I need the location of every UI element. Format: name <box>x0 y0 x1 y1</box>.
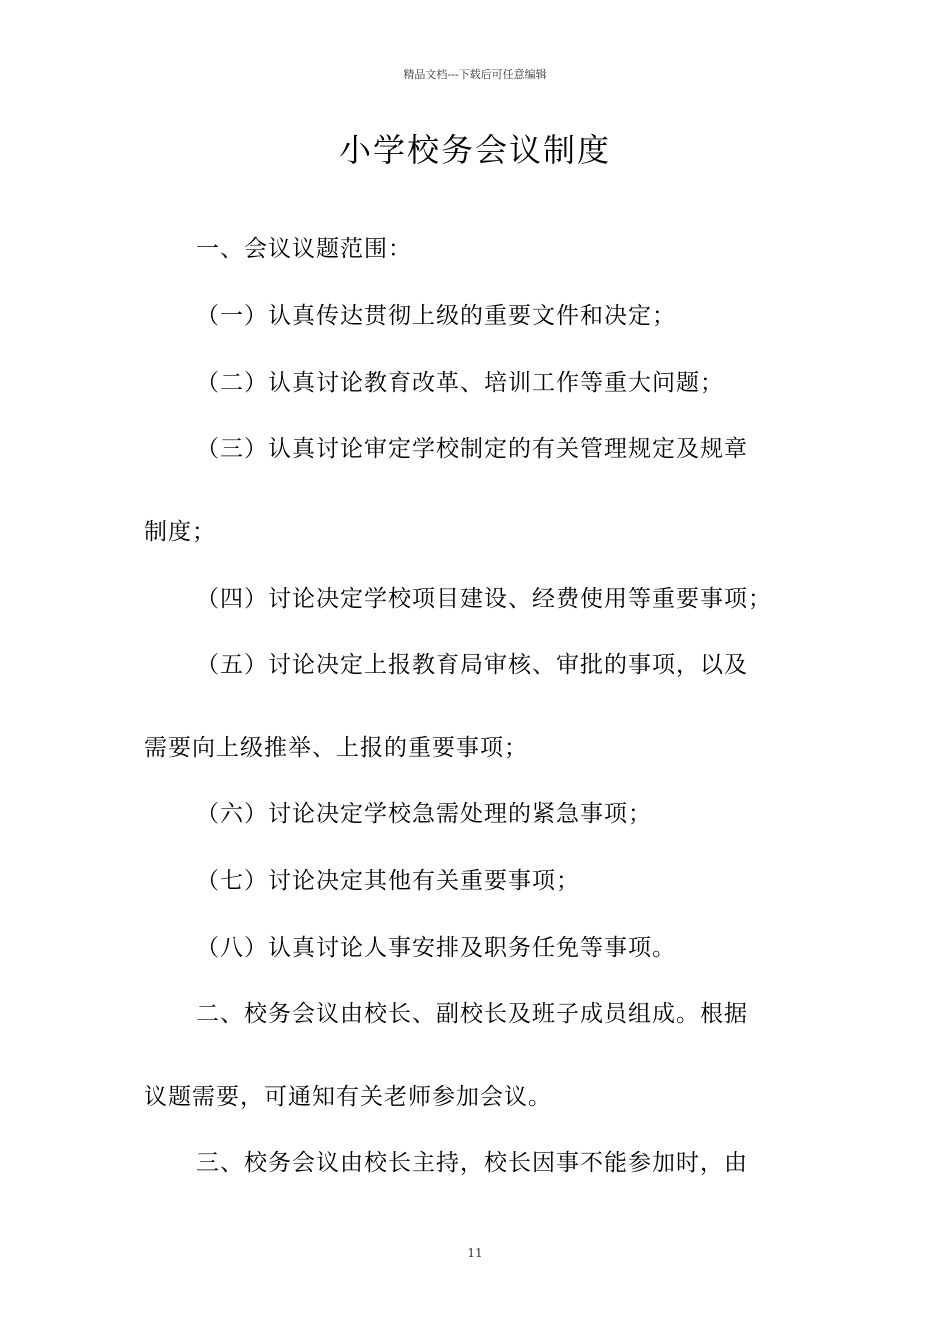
document-title: 小学校务会议制度 <box>338 131 611 169</box>
section-heading-1: 一、会议议题范围： <box>196 236 412 262</box>
list-item-2: （二）认真讨论教育改革、培训工作等重大问题； <box>196 370 724 396</box>
section-paragraph-2: 二、校务会议由校长、副校长及班子成员组成。根据 <box>196 1001 748 1027</box>
list-item-3-continued: 制度； <box>144 519 216 545</box>
list-item-6: （六）讨论决定学校急需处理的紧急事项； <box>196 801 652 827</box>
section-paragraph-3: 三、校务会议由校长主持，校长因事不能参加时，由 <box>196 1150 748 1176</box>
page-number: 11 <box>467 1246 483 1260</box>
list-item-4: （四）讨论决定学校项目建设、经费使用等重要事项； <box>196 586 772 612</box>
list-item-5-continued: 需要向上级推举、上报的重要事项； <box>144 735 528 761</box>
section-paragraph-2-continued: 议题需要，可通知有关老师参加会议。 <box>144 1084 552 1110</box>
list-item-5: （五）讨论决定上报教育局审核、审批的事项，以及 <box>196 652 748 678</box>
list-item-7: （七）讨论决定其他有关重要事项； <box>196 868 580 894</box>
page-header: 精品文档---下载后可任意编辑 <box>403 68 547 81</box>
list-item-3: （三）认真讨论审定学校制定的有关管理规定及规章 <box>196 436 748 462</box>
list-item-1: （一）认真传达贯彻上级的重要文件和决定； <box>196 303 676 329</box>
list-item-8: （八）认真讨论人事安排及职务任免等事项。 <box>196 935 676 961</box>
